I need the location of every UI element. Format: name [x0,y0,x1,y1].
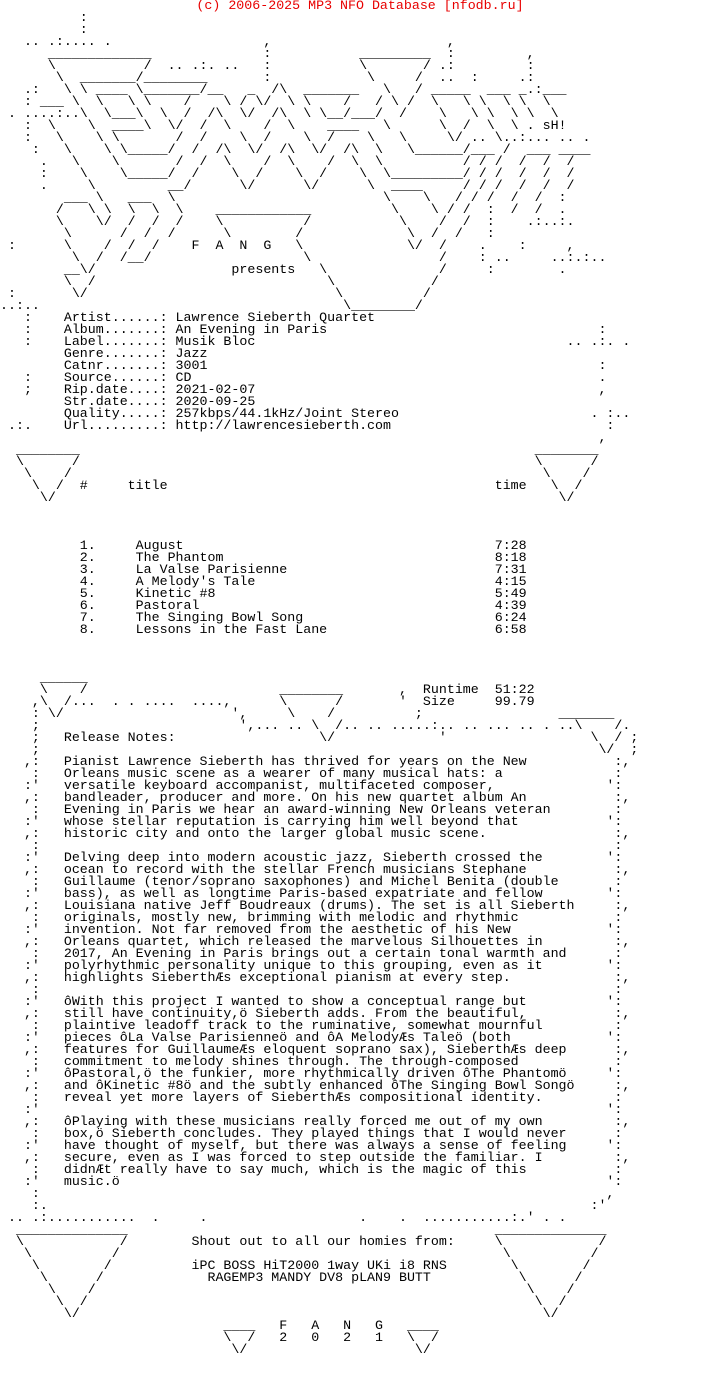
nfo-line: Str.date....: 2020-09-25 [0,394,256,409]
nfo-line: : Guillaume (tenor/soprano saxophones) and Michel Benita (double : [0,874,623,889]
nfo-line: \ / ________ , Runtime 51:22 [0,682,535,697]
nfo-line: / \ \ \ \ \ ____________ \ \ / / : / / . [0,202,567,217]
nfo-line: : plaintive leadoff track to the ruminative, somewhat mournful : [0,1018,623,1033]
nfo-line: ,: features for GuillaumeÆs eloquent soprano sax), SieberthÆs deep :, [0,1042,631,1057]
nfo-line: 2. The Phantom 8:18 [0,550,527,565]
nfo-line: 4. A Melody's Tale 4:15 [0,574,527,589]
nfo-line: ,: and ôKinetic #8ö and the subtly enhanced ôThe Singing Bowl Songö :, [0,1078,631,1093]
nfo-line: ________ ________ [0,442,599,457]
nfo-line: :' ': [0,1102,623,1117]
nfo-line: ,: ocean to record with the stellar French musicians Stephane :, [0,862,631,877]
nfo-line: \ _______/________ : \ / .. : .: [0,70,535,85]
nfo-line: ,: Louisiana native Jeff Boudreaux (drums). The set is all Sieberth :, [0,898,631,913]
nfo-line: \ / \ / [0,1282,575,1297]
nfo-line: \ / \ / [0,1294,567,1309]
nfo-line: :' pieces ôLa Valse Parisienneö and ôA MelodyÆs Taleö (both ': [0,1030,623,1045]
nfo-line: :' ôPastoral,ö the funkier, more rhythmically driven ôThe Phantomö ': [0,1066,623,1081]
nfo-line: ____ F A N G ____ [0,1318,439,1333]
nfo-line: :' invention. Not far removed from the aesthetic of his New ': [0,922,623,937]
nfo-line: : \ \ \ / / \ / \ / \ \ \/ .. \..:... .. . [0,130,591,145]
nfo-line: : commitment to melody shines through. The through-composed : [0,1054,623,1069]
nfo-line: .: \ \ ____ \_______/__ _ /\ _______ \ / _____ ___ _.:___ [0,82,567,97]
nfo-line: 1. August 7:28 [0,538,527,553]
nfo-line: :' polyrhythmic personality unique to this grouping, even as it ': [0,958,623,973]
nfo-line: __\/ presents \ / : . [0,262,567,277]
nfo-line: \/ \/ [0,490,575,505]
nfo-line: 7. The Singing Bowl Song 6:24 [0,610,527,625]
nfo-line: \ / \ / [0,274,439,289]
nfo-line: Genre.......: Jazz [0,346,208,361]
nfo-line: 6. Pastoral 4:39 [0,598,527,613]
nfo-line: .. .:........... . . . . ...........:.' . . [0,1210,567,1225]
nfo-line: : originals, mostly new, brimming with melodic and rhythmic : [0,910,623,925]
nfo-line: : Artist......: Lawrence Sieberth Quartet [0,310,376,325]
nfo-line: ,: historic city and onto the larger global music scene. :, [0,826,631,841]
nfo-line: ; Rip.date....: 2021-02-07 , [0,382,607,397]
nfo-line: : \/ ', \ / ; _______ [0,706,615,721]
nfo-line: \ / 2 0 2 1 \ / [0,1330,439,1345]
nfo-line: : \ \ \_____/ / /\ \/ /\ \/ /\ \ \______/___ / ___ ____ [0,142,591,157]
nfo-line: ______ [0,670,88,685]
nfo-line: ,: Orleans quartet, which released the marvelous Silhouettes in :, [0,934,631,949]
nfo-line: ,: bandleader, producer and more. On his new quartet album An :, [0,790,631,805]
nfo-line: :' whose stellar reputation is carrying him well beyond that ': [0,814,623,829]
nfo-line: ______________ ______________ [0,1222,607,1237]
nfo-line: \ / RAGEMP3 MANDY DV8 pLAN9 BUTT \ / [0,1270,583,1285]
nfo-line: :' music.ö ': [0,1174,623,1189]
nfo-line: .. .:.... . , , [0,34,455,49]
nfo-line: ,: Pianist Lawrence Sieberth has thrived for years on the New :, [0,754,631,769]
nfo-line: 5. Kinetic #8 5:49 [0,586,527,601]
nfo-line: \ / iPC BOSS HiT2000 1way UKi i8 RNS \ / [0,1258,591,1273]
nfo-line: ; Release Notes: \/ ' \ / ; [0,730,639,745]
nfo-line: 8. Lessons in the Fast Lane 6:58 [0,622,527,637]
nfo-line: :' bass), as well as longtime Paris-based expatriate and fellow ': [0,886,623,901]
nfo-line: : Label.......: Musik Bloc .. .:. . [0,334,631,349]
site-copyright-header: (c) 2006-2025 MP3 NFO Database [nfodb.ru] [196,0,524,13]
nfo-line: \ \/ / / / \ / \ / / : .:..:. [0,214,575,229]
nfo-line: \/ \/ [0,1306,559,1321]
nfo-line: : \ \ ____\ \/ / \ / \ ____ \ \ / \ \ . sH! [0,118,567,133]
nfo-line: ,: still have continuity,ö Sieberth adds. From the beautiful, :, [0,1006,631,1021]
nfo-line: :' versatile keyboard accompanist, multifaceted composer, ': [0,778,623,793]
nfo-line: ..:.. \________/ [0,298,423,313]
nfo-line: :' ôWith this project I wanted to show a conceptual range but ': [0,994,623,1009]
nfo-line: :. :' [0,1198,607,1213]
nfo-line: ,: highlights SieberthÆs exceptional pianism at every step. :, [0,970,631,985]
nfo-line: : Source......: CD . [0,370,607,385]
nfo-line: . \ \ / / \ / \ / \ \ / / / / / / [0,154,575,169]
nfo-line: : \/ \ / [0,286,431,301]
nfo-line: _____________ : _________ : , [0,46,535,61]
nfo-line: : ___ \ \ \ \ / \ / \/ \ \ / / \ / \ \ \ \ \ \ [0,94,551,109]
nfo-text-block [0,12,720,1356]
nfo-line: : \ \_____/ / \ / \ / \ \_________/ / / / / / [0,166,575,181]
nfo-line: : box,ö Sieberth concludes. They played things that I would never : [0,1126,623,1141]
nfo-line: \ / /__/ \ / : .. ..:.:.. [0,250,607,265]
nfo-line: : \ / / / F A N G \ \/ / . : , [0,238,575,253]
nfo-line: ___ \ ___ \ \ \ / / / / / : [0,190,567,205]
nfo-line: .:. Url.........: http://lawrencesieberth.com : [0,418,615,433]
nfo-line: : [0,10,88,25]
nfo-line: ; \/ ; [0,742,639,757]
nfo-line: ,: secure, even as I was forced to step outside the familiar. I :, [0,1150,631,1165]
nfo-line: : Orleans music scene as a wearer of many musical hats: a : [0,766,623,781]
nfo-line: \ / # title time \ / [0,478,583,493]
nfo-line: \ / .. .:. .. : \ / .: : [0,58,535,73]
nfo-line: ; ',... .. \ /.. .. .....:.. .. ... .. . ..\ /. [0,718,631,733]
nfo-line: . \ __/ \/ \/ \ ____ / / / / / / [0,178,575,193]
nfo-line: \ / \ / [0,466,591,481]
nfo-line: \ / \ / [0,1246,599,1261]
nfo-line: :' Delving deep into modern acoustic jazz, Sieberth crossed the ': [0,850,623,865]
nfo-line: : didnÆt really have to say much, which is the magic of this : [0,1162,623,1177]
nfo-line: :' have thought of myself, but there was always a sense of feeling ': [0,1138,623,1153]
nfo-line: \ / \ / [0,454,599,469]
nfo-line: \ / Shout out to all our homies from: \ / [0,1234,607,1249]
nfo-line: : Evening in Paris we hear an award-winning New Orleans veteran : [0,802,623,817]
nfo-line: \ / / / \ / \ / / : [0,226,495,241]
nfo-line: : [0,22,88,37]
nfo-line: \/ \/ [0,1342,431,1357]
nfo-line: . ....:..\ \___\ \ / /\ \/ /\ \ \__/___/ / \ \ \ \ \ \ [0,106,559,121]
nfo-line: : reveal yet more layers of SieberthÆs compositional identity. : [0,1090,623,1105]
nfo-line: : : [0,982,623,997]
nfo-line: ,\ /... . . .... ...., \ / ' Size 99.79 [0,694,535,709]
nfo-line: 3. La Valse Parisienne 7:31 [0,562,527,577]
nfo-line: , [0,430,607,445]
nfo-line: : Album.......: An Evening in Paris : [0,322,607,337]
nfo-line: : , [0,1186,615,1201]
nfo-line: : : [0,838,623,853]
nfo-line: : 2017, An Evening in Paris brings out a certain tonal warmth and : [0,946,623,961]
nfo-line: ,: ôPlaying with these musicians really forced me out of my own :, [0,1114,631,1129]
nfo-line: Catnr.......: 3001 : [0,358,607,373]
nfo-line: Quality.....: 257kbps/44.1kHz/Joint Stereo . :.. [0,406,631,421]
